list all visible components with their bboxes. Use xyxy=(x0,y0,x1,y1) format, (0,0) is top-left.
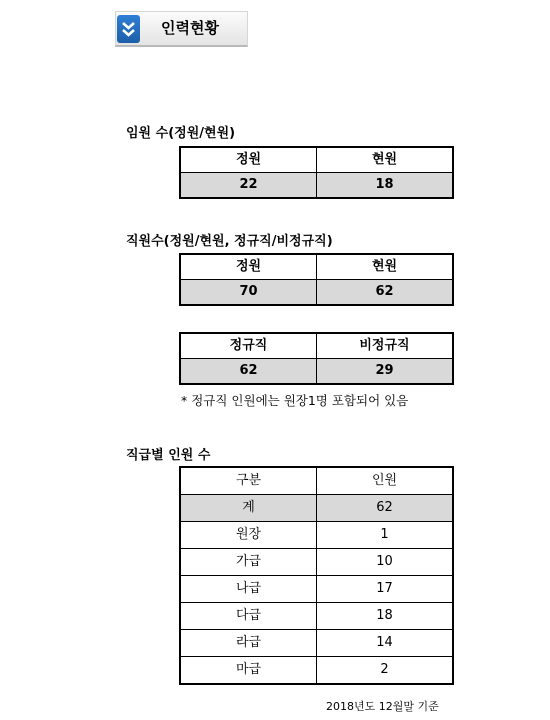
grade-label: 라급 xyxy=(180,630,317,657)
grade-label: 계 xyxy=(180,495,317,522)
executives-header-current: 현원 xyxy=(317,147,454,173)
table-row xyxy=(180,522,453,549)
grade-label: 원장 xyxy=(180,522,317,549)
grade-label: 다급 xyxy=(180,603,317,630)
grade-label: 나급 xyxy=(180,576,317,603)
executives-value-quota: 22 xyxy=(180,173,317,199)
grade-value: 2 xyxy=(317,657,454,685)
grades-table xyxy=(179,466,454,685)
staff-header-current: 현원 xyxy=(317,254,454,280)
staff-quota-table xyxy=(179,253,454,306)
grades-header-category: 구분 xyxy=(180,467,317,495)
executives-header-quota: 정원 xyxy=(180,147,317,173)
basis-date: 2018년도 12월말 기준 xyxy=(326,700,439,713)
table-row xyxy=(180,549,453,576)
page-title: 인력현황 xyxy=(161,19,219,37)
staff-value-quota: 70 xyxy=(180,280,317,306)
staff-heading: 직원수(정원/현원, 정규직/비정규직) xyxy=(126,234,333,249)
table-row xyxy=(180,576,453,603)
grade-value: 10 xyxy=(317,549,454,576)
grade-value: 14 xyxy=(317,630,454,657)
executives-table xyxy=(179,146,454,199)
staff-header-quota: 정원 xyxy=(180,254,317,280)
table-row xyxy=(180,657,453,685)
staff-header-regular: 정규직 xyxy=(180,333,317,359)
table-row xyxy=(180,630,453,657)
staff-value-nonregular: 29 xyxy=(317,359,454,385)
grade-label: 마급 xyxy=(180,657,317,685)
staff-value-regular: 62 xyxy=(180,359,317,385)
executives-heading: 임원 수(정원/현원) xyxy=(126,126,236,141)
grades-heading: 직급별 인원 수 xyxy=(126,448,211,463)
grade-value: 18 xyxy=(317,603,454,630)
double-chevron-down-icon xyxy=(117,15,140,43)
executives-value-current: 18 xyxy=(317,173,454,199)
grade-label: 가급 xyxy=(180,549,317,576)
staff-header-nonregular: 비정규직 xyxy=(317,333,454,359)
grade-value: 1 xyxy=(317,522,454,549)
staff-value-current: 62 xyxy=(317,280,454,306)
grade-value: 62 xyxy=(317,495,454,522)
grades-header-count: 인원 xyxy=(317,467,454,495)
staff-note: * 정규직 인원에는 원장1명 포함되어 있음 xyxy=(181,393,409,408)
table-row xyxy=(180,603,453,630)
staff-type-table xyxy=(179,332,454,385)
grade-value: 17 xyxy=(317,576,454,603)
table-row xyxy=(180,495,453,522)
